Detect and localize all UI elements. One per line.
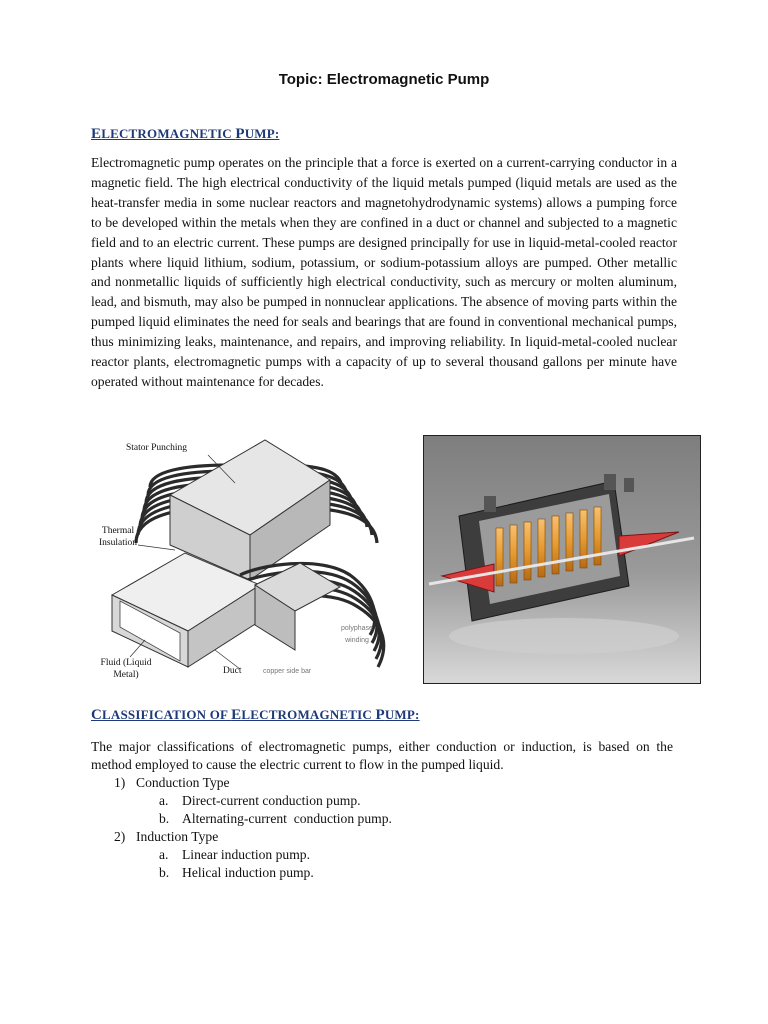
heading-colon: : [274, 126, 280, 141]
list-subitem-label: Direct-current conduction pump. [182, 793, 361, 808]
section-heading-classification [91, 707, 420, 724]
classification-intro: The major classifications of electromagnetic pumps, either conduction or induction, is based on the method employed to cause the electric current to flow in the pumped liquid. [91, 739, 673, 772]
heading-cap: E [91, 126, 102, 142]
heading-colon: : [415, 707, 420, 722]
heading-cap: E [231, 707, 242, 723]
list-subitem [114, 846, 514, 864]
list-subitem [114, 864, 514, 882]
heading-small: UMP [244, 126, 275, 141]
label-fluid-liquid-metal: Fluid (Liquid Metal) [100, 658, 152, 680]
heading-small: LECTROMAGNETIC [241, 707, 376, 722]
heading-cap: P [235, 126, 245, 142]
label-stator-punching: Stator Punching [126, 443, 187, 453]
label-duct: Duct [223, 666, 242, 676]
heading-small: LECTROMAGNETIC [101, 126, 236, 141]
list-item-number: 2) [114, 829, 126, 844]
list-subitem-letter: a. [159, 793, 169, 808]
list-item-label: Conduction Type [136, 775, 230, 790]
list-item-number: 1) [114, 775, 126, 790]
em-pump-render-image [423, 435, 701, 684]
section-heading-electromagnetic-pump [91, 126, 279, 143]
page-title: Topic: Electromagnetic Pump [278, 71, 490, 88]
em-pump-diagram-drawing [90, 435, 405, 685]
list-subitem-letter: b. [159, 865, 170, 880]
label-thermal-insulation: Thermal Insulation [99, 526, 137, 548]
classification-list [114, 774, 514, 882]
heading-small: LASSIFICATION OF [102, 707, 232, 722]
heading-small: UMP [384, 707, 416, 722]
intro-paragraph: Electromagnetic pump operates on the principle that a force is exerted on a current-carrying conductor in a magnetic field. The high electrical conductivity of the liquid metals pumped (liquid metals are used as the heat-transfer media in some nuclear reactors and magnetohydrodynamic systems) allows a pumping force to be developed within the metals when they are confined in a duct or channel and subjected to a magnetic field and to an electric current. These pumps are designed principally for use in liquid-metal-cooled reactor plants where liquid lithium, sodium, potassium, or sodium-potassium alloys are pumped. Other metallic and nonmetallic liquids of sufficiently high electrical conductivity, such as mercury or molten aluminum, lead, and bismuth, may also be pumped in nonnuclear applications. The absence of moving parts within the pumped liquid eliminates the need for seals and bearings that are found in conventional mechanical pumps, thus minimizing leaks, maintenance, and repairs, and improving reliability. In liquid-metal-cooled nuclear reactor plants, electromagnetic pumps with a capacity of up to several thousand gallons per minute have operated without maintenance for decades. [91, 155, 677, 389]
list-item-label: Induction Type [136, 829, 219, 844]
list-subitem-label: Helical induction pump. [182, 865, 314, 880]
list-subitem-label: Linear induction pump. [182, 847, 310, 862]
heading-cap: P [375, 707, 385, 723]
em-pump-diagram [90, 435, 405, 685]
list-item [114, 828, 514, 846]
heading-cap: C [91, 707, 103, 723]
list-subitem [114, 810, 514, 828]
label-polyphase-winding: polyphase winding [341, 625, 373, 644]
em-pump-render-drawing [424, 436, 700, 683]
list-item [114, 774, 514, 792]
list-subitem-letter: b. [159, 811, 170, 826]
list-subitem-label: Alternating-current conduction pump. [182, 811, 392, 826]
label-copper-side-bar: copper side bar [263, 668, 312, 675]
list-subitem-letter: a. [159, 847, 169, 862]
list-subitem [114, 792, 514, 810]
